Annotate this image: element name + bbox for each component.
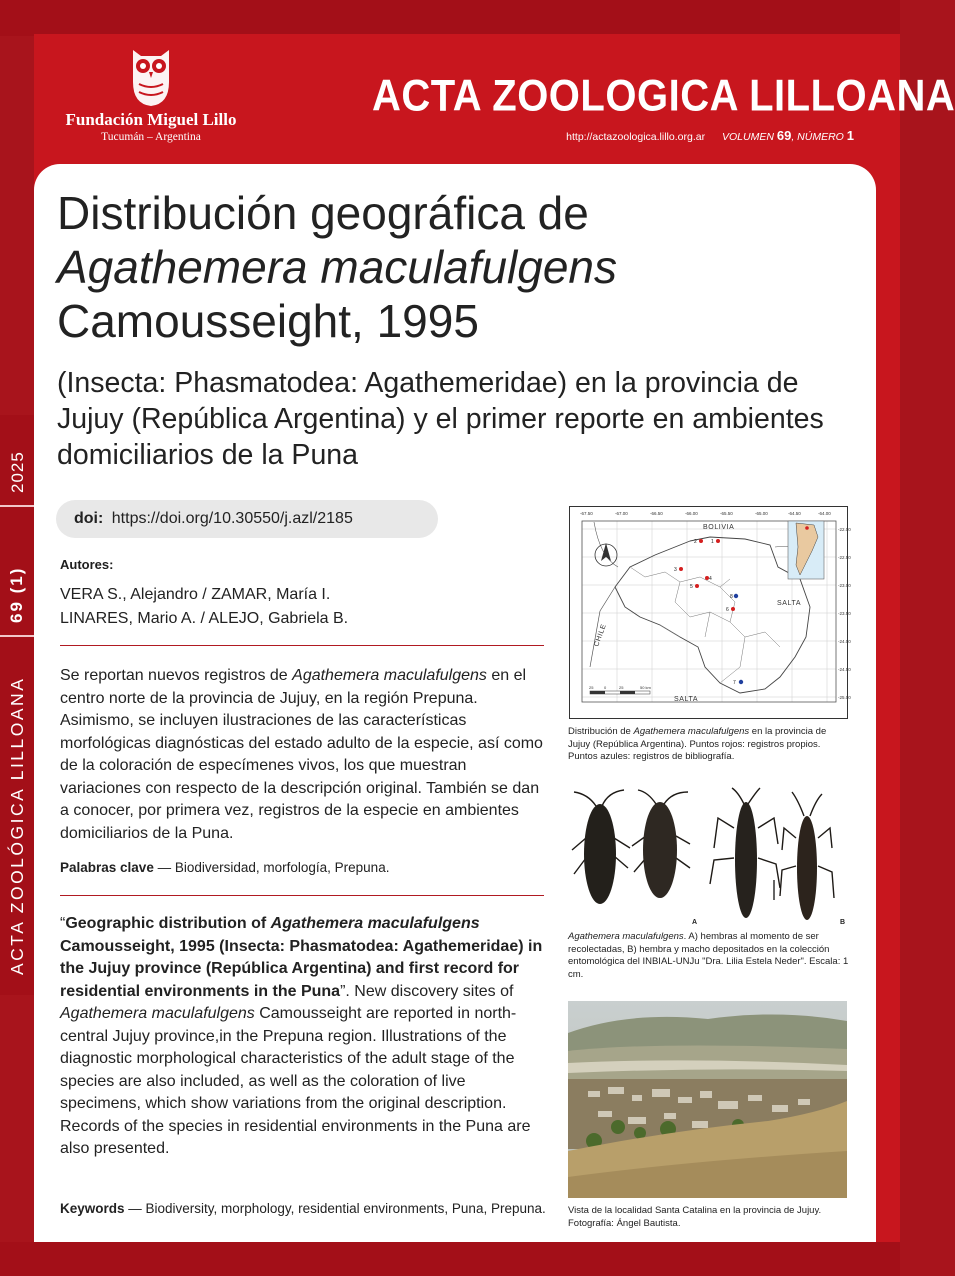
- scale-label: 25: [589, 685, 594, 690]
- authors-label: Autores:: [60, 557, 114, 572]
- institution-name: Fundación Miguel Lillo: [65, 110, 237, 129]
- article-subtitle: (Insecta: Phasmatodea: Agathemeridae) en la provincia de Jujuy (República Argentina) y el primer reporte en ambientes domiciliarios de la Puna: [57, 367, 824, 471]
- specimen-body: [643, 802, 677, 898]
- map-point: [730, 594, 738, 600]
- issue-number: 1: [846, 128, 854, 143]
- distribution-map: [569, 506, 851, 719]
- map-tick: -66.00: [685, 511, 698, 516]
- specimen-body: [735, 802, 757, 918]
- map-tick: -23.50: [838, 611, 851, 616]
- journal-url[interactable]: http://actazoologica.lillo.org.ar: [566, 131, 706, 143]
- article-title: [57, 186, 737, 348]
- side-band: [0, 415, 34, 995]
- svg-text:1: 1: [711, 539, 714, 545]
- map-point: [726, 607, 735, 613]
- institution-logo: [56, 42, 246, 143]
- svg-text:6: 6: [726, 607, 729, 613]
- map-tick: -67.50: [580, 511, 593, 516]
- volume-number: 69: [776, 128, 792, 143]
- svg-text:5: 5: [690, 584, 693, 590]
- map-tick: -24.00: [838, 639, 851, 644]
- map-tick: -25.00: [838, 695, 851, 700]
- scale-label: 0: [604, 685, 607, 690]
- svg-text:4: 4: [709, 576, 712, 582]
- map-tick: -23.00: [838, 583, 851, 588]
- scale-label: 50 km: [640, 685, 651, 690]
- side-divider: [0, 505, 34, 507]
- photo-svg: [568, 1001, 847, 1198]
- title-line: Distribución geográfica de: [57, 187, 589, 239]
- map-tick: -65.50: [720, 511, 733, 516]
- map-label-salta-south: SALTA: [674, 696, 699, 703]
- map-point: [694, 539, 703, 545]
- keywords-en: Keywords — Biodiversity, morphology, residential environments, Puna, Prepuna.: [60, 1201, 546, 1216]
- map-caption: Distribución de Agathemera maculafulgens en la provincia de Jujuy (República Argentina). Puntos rojos: registros propios. Puntos azules: registros de bibliografía.: [568, 726, 827, 762]
- map-point: [733, 680, 743, 686]
- svg-text:7: 7: [733, 680, 736, 686]
- abstract-en: “Geographic distribution of Agathemera maculafulgens Camousseight, 1995 (Insecta: Phasmatodea: Agathemeridae) in the Jujuy province (República Argentina) and first record for residential environments in the Puna”. New discovery sites of Agathemera maculafulgens Camousseight are reported in north-central Jujuy province,in the Prepuna region. Illustrations of the diagnostic morphological characteristics of the adult stage of the species are also included, as well as the coloration of live specimens, which show variations from the original description. Records of the species in residential environments in the Puna are also presented.: [60, 915, 543, 1157]
- map-label-salta-east: SALTA: [777, 600, 802, 607]
- side-journal-name: ACTA ZOOLÓGICA LILLOANA: [7, 676, 27, 975]
- author-line: LINARES, Mario A. / ALEJO, Gabriela B.: [60, 610, 349, 627]
- svg-text:2: 2: [694, 539, 697, 545]
- map-label-bolivia: BOLIVIA: [703, 524, 735, 531]
- specimen-body: [584, 804, 616, 904]
- specimen-svg: [568, 788, 850, 928]
- map-scale-bar: [589, 685, 652, 694]
- doi-badge[interactable]: [56, 500, 438, 538]
- specimen-caption: Agathemera maculafulgens. A) hembras al momento de ser recolectadas, B) hembra y macho depositados en la colección entomológica del INBIAL-UNJu "Dra. Lilia Estela Neder". Escala: 1 cm.: [568, 931, 849, 980]
- abstract-es: Se reportan nuevos registros de Agathemera maculafulgens en el centro norte de la provincia de Jujuy, en la región Prepuna. Asimismo, se incluyen ilustraciones de las características morfológicas diagnósticas del estado adulto de la especie, así como de la coloración de especímenes vivos, los que muestran variaciones con respecto de la descripción original. También se dan a conocer, por primera vez, registros de la especie en ambientes domiciliarios de la Puna.: [60, 667, 543, 842]
- doi-link[interactable]: https://doi.org/10.30550/j.azl/2185: [111, 510, 353, 527]
- svg-text:3: 3: [674, 567, 677, 573]
- side-issue: 69 (1): [7, 566, 26, 623]
- doi-label: doi:: [74, 510, 104, 527]
- number-label: NÚMERO: [797, 131, 844, 143]
- side-year: 2025: [8, 451, 27, 493]
- section-divider: [60, 895, 544, 896]
- volume-label: VOLUMEN: [722, 131, 774, 143]
- map-point: [711, 539, 720, 545]
- north-arrow-icon: [595, 543, 617, 566]
- santa-catalina-photo: [568, 1001, 847, 1198]
- keywords-es: Palabras clave — Biodiversidad, morfología, Prepuna.: [60, 860, 390, 875]
- map-tick: -22.50: [838, 555, 851, 560]
- map-tick: -66.50: [650, 511, 663, 516]
- map-label-chile: CHILE: [593, 623, 608, 648]
- specimen-body: [797, 816, 817, 920]
- specimen-figure: [568, 788, 850, 928]
- issue-line: http://actazoologica.lillo.org.ar VOLUMEN 69, NÚMERO 1: [566, 128, 854, 143]
- photo-caption: Vista de la localidad Santa Catalina en la provincia de Jujuy. Fotografía: Ángel Bautista.: [568, 1205, 822, 1229]
- map-tick: -65.00: [755, 511, 768, 516]
- top-band: [0, 0, 900, 36]
- section-divider: [60, 645, 544, 646]
- map-tick: -22.00: [838, 527, 851, 532]
- institution-place: Tucumán – Argentina: [101, 131, 201, 143]
- author-line: VERA S., Alejandro / ZAMAR, María I.: [60, 586, 331, 603]
- side-divider: [0, 635, 34, 637]
- map-tick: -64.50: [788, 511, 801, 516]
- authors-list: [60, 583, 348, 631]
- panel-label-a: A: [692, 919, 698, 926]
- panel-label-b: B: [840, 919, 846, 926]
- bottom-band: [0, 1242, 900, 1276]
- owl-icon: [129, 42, 173, 108]
- map-tick: -24.50: [838, 667, 851, 672]
- svg-text:8: 8: [730, 594, 733, 600]
- journal-title: ACTA ZOOLOGICA LILLOANA: [372, 71, 955, 121]
- map-svg: [570, 507, 849, 720]
- title-line: Camousseight, 1995: [57, 295, 479, 347]
- map-point: [705, 576, 712, 582]
- map-tick: -67.00: [615, 511, 628, 516]
- map-tick: -64.00: [818, 511, 831, 516]
- map-point: [674, 567, 683, 573]
- scale-label: 25: [619, 685, 624, 690]
- title-species: Agathemera maculafulgens: [57, 241, 617, 293]
